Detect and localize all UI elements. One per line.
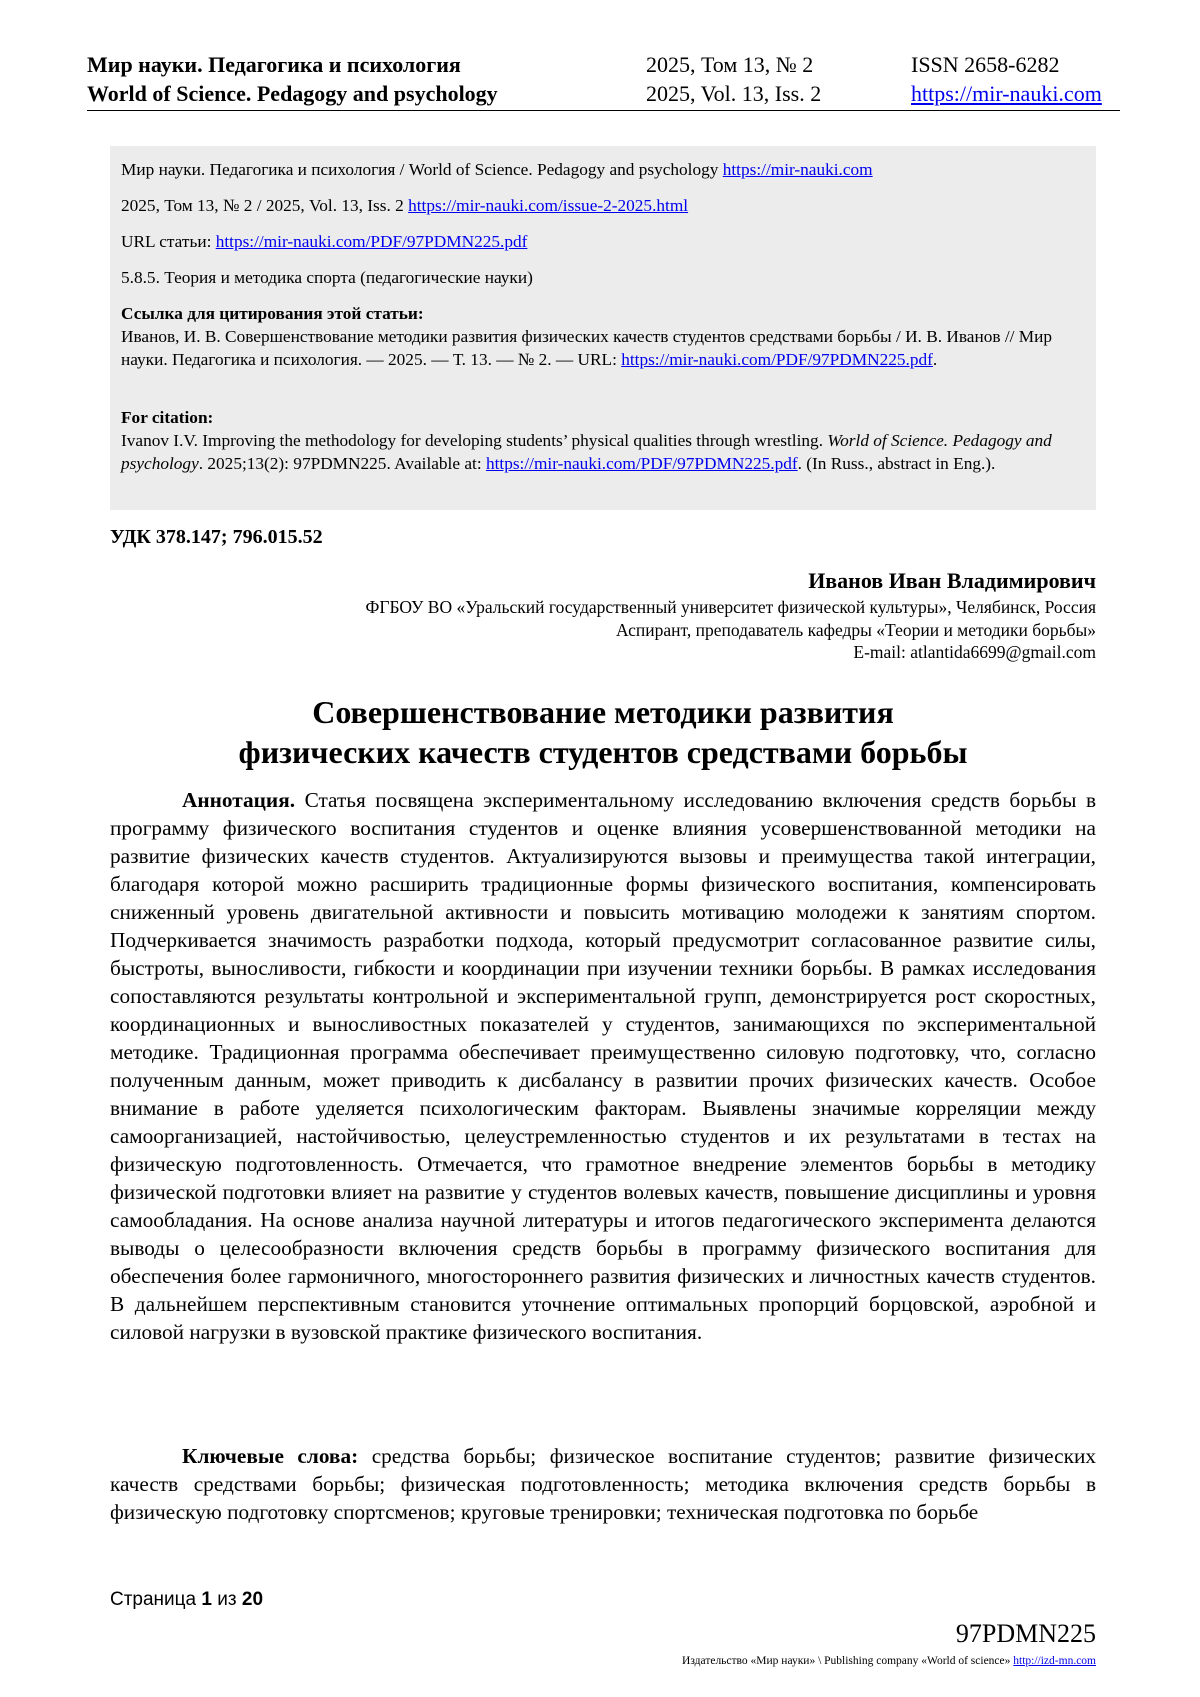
author-block: [366, 566, 1097, 664]
header-journal-en: World of Science. Pedagogy and psychology: [87, 81, 498, 106]
publisher-line: [682, 1655, 1096, 1667]
citation-en-link[interactable]: https://mir-nauki.com/PDF/97PDMN225.pdf: [485, 454, 798, 473]
citation-en-heading: For citation:: [121, 408, 214, 427]
udk-code: УДК 378.147; 796.015.52: [110, 526, 323, 548]
article-code: 97PDMN225: [955, 1619, 1096, 1648]
citation-ru-link[interactable]: https://mir-nauki.com/PDF/97PDMN225.pdf: [621, 350, 933, 369]
info-url-label: URL статьи:: [121, 232, 216, 251]
article-title: [110, 692, 1096, 772]
page-number: [110, 1589, 263, 1611]
running-header: [87, 50, 1120, 111]
info-journal-text: Мир науки. Педагогика и психология / World of Science. Pedagogy and psychology: [121, 160, 723, 179]
publisher-text: Издательство «Мир науки» \ Publishing company «World of science»: [682, 1655, 1014, 1667]
header-site-link[interactable]: https://mir-nauki.com: [911, 81, 1102, 106]
author-position: Аспирант, преподаватель кафедры «Теории и методики борьбы»: [615, 619, 1096, 640]
info-url-link[interactable]: https://mir-nauki.com/PDF/97PDMN225.pdf: [215, 232, 528, 251]
info-url-line: [121, 230, 527, 253]
citation-en-end: . (In Russ., abstract in Eng.).: [797, 454, 996, 473]
author-affiliation: ФГБОУ ВО «Уральский государственный университет физической культуры», Челябинск, Россия: [365, 597, 1096, 617]
header-issue-ru: 2025, Том 13, № 2: [646, 52, 814, 77]
page-current: 1: [201, 1589, 212, 1610]
info-issue-link[interactable]: https://mir-nauki.com/issue-2-2025.html: [408, 196, 689, 215]
citation-ru-text: Иванов, И. В. Совершенствование методики развития физических качеств студентов средствами борьбы / И. В. Иванов // Мир науки. Педагогика и психология. — 2025. — Т. 13. — № 2. — URL:: [121, 327, 1052, 369]
header-issn-block: [911, 50, 1102, 108]
abstract-label: Аннотация.: [182, 788, 296, 812]
abstract-text: Статья посвящена экспериментальному исследованию включения средств борьбы в программу физического воспитания студентов и оценке влияния усовершенствованной методики на развитие физических качеств студентов. Актуализируются вызовы и преимущества такой интеграции, благодаря которой можно расширить традиционные формы физического воспитания, компенсировать сниженный уровень двигательной активности и повысить мотивацию молодежи к занятиям спортом. Подчеркивается значимость разработки подхода, который предусмотрит согласованное развитие силы, быстроты, выносливости, гибкости и координации при изучении техники борьбы. В рамках исследования сопоставляются результаты контрольной и экспериментальной групп, демонстрируется рост скоростных, координационных и выносливостных показателей у студентов, занимающихся по экспериментальной методике. Традиционная программа обеспечивает преимущественно силовую подготовку, что, согласно полученным данным, может приводить к дисбалансу в развитии прочих физических качеств. Особое внимание в работе уделяется психологическим факторам. Выявлены значимые корреляции между самоорганизацией, настойчивостью, целеустремленностью студентов и их результатами в тестах на физическую подготовленность. Отмечается, что грамотное внедрение элементов борьбы в методику физической подготовки влияет на развитие у студентов волевых качеств, повышение дисциплины и уровня самообладания. На основе анализа научной литературы и итогов педагогического эксперимента делаются выводы о целесообразности включения средств борьбы в программу физического воспитания для обеспечения более гармоничного, многостороннего развития физических и личностных качеств студентов. В дальнейшем перспективным становится уточнение оптимальных пропорций борцовской, аэробной и силовой нагрузки в вузовской практике физического воспитания.: [110, 788, 1096, 1344]
citation-en: [121, 406, 1085, 475]
citation-en-text: Ivanov I.V. Improving the methodology for developing students’ physical qualities through wrestling.: [121, 431, 828, 450]
article-title-line1: Совершенствование методики развития: [312, 694, 894, 730]
citation-en-journal: World of Science. Pedagogy and psychology: [121, 431, 1052, 473]
keywords-label: Ключевые слова:: [182, 1444, 359, 1468]
header-journal-ru: Мир науки. Педагогика и психология: [87, 52, 461, 77]
page-prefix: Страница: [110, 1589, 202, 1610]
author-email: E-mail: atlantida6699@gmail.com: [853, 642, 1096, 662]
author-name: Иванов Иван Владимирович: [808, 568, 1096, 593]
abstract: [110, 786, 1096, 1346]
article-title-line2: физических качеств студентов средствами борьбы: [238, 734, 968, 770]
info-issue-line: [121, 194, 688, 217]
info-specialty: 5.8.5. Теория и методика спорта (педагогические науки): [121, 268, 533, 287]
info-journal-line: [121, 158, 873, 181]
citation-ru-heading: Ссылка для цитирования этой статьи:: [121, 304, 424, 323]
header-journal-title: [87, 50, 498, 108]
info-issue-text: 2025, Том 13, № 2 / 2025, Vol. 13, Iss. 2: [121, 196, 409, 215]
page-total: 20: [241, 1589, 264, 1610]
publisher-link[interactable]: http://izd-mn.com: [1013, 1655, 1096, 1667]
header-issn: ISSN 2658-6282: [911, 52, 1060, 77]
header-issue: [646, 50, 821, 108]
keywords-text: средства борьбы; физическое воспитание студентов; развитие физических качеств средствами борьбы; физическая подготовленность; методика включения средств борьбы в физическую подготовку спортсменов; круговые тренировки; техническая подготовка по борьбе: [110, 1444, 1096, 1524]
citation-ru-end: .: [932, 350, 938, 369]
header-issue-en: 2025, Vol. 13, Iss. 2: [646, 81, 822, 106]
info-journal-link[interactable]: https://mir-nauki.com: [722, 160, 873, 179]
article-info-box: [110, 146, 1096, 510]
keywords: [110, 1442, 1096, 1526]
page-middle: из: [211, 1589, 242, 1610]
citation-ru: [121, 302, 1085, 371]
citation-en-details: . 2025;13(2): 97PDMN225. Available at:: [198, 454, 486, 473]
